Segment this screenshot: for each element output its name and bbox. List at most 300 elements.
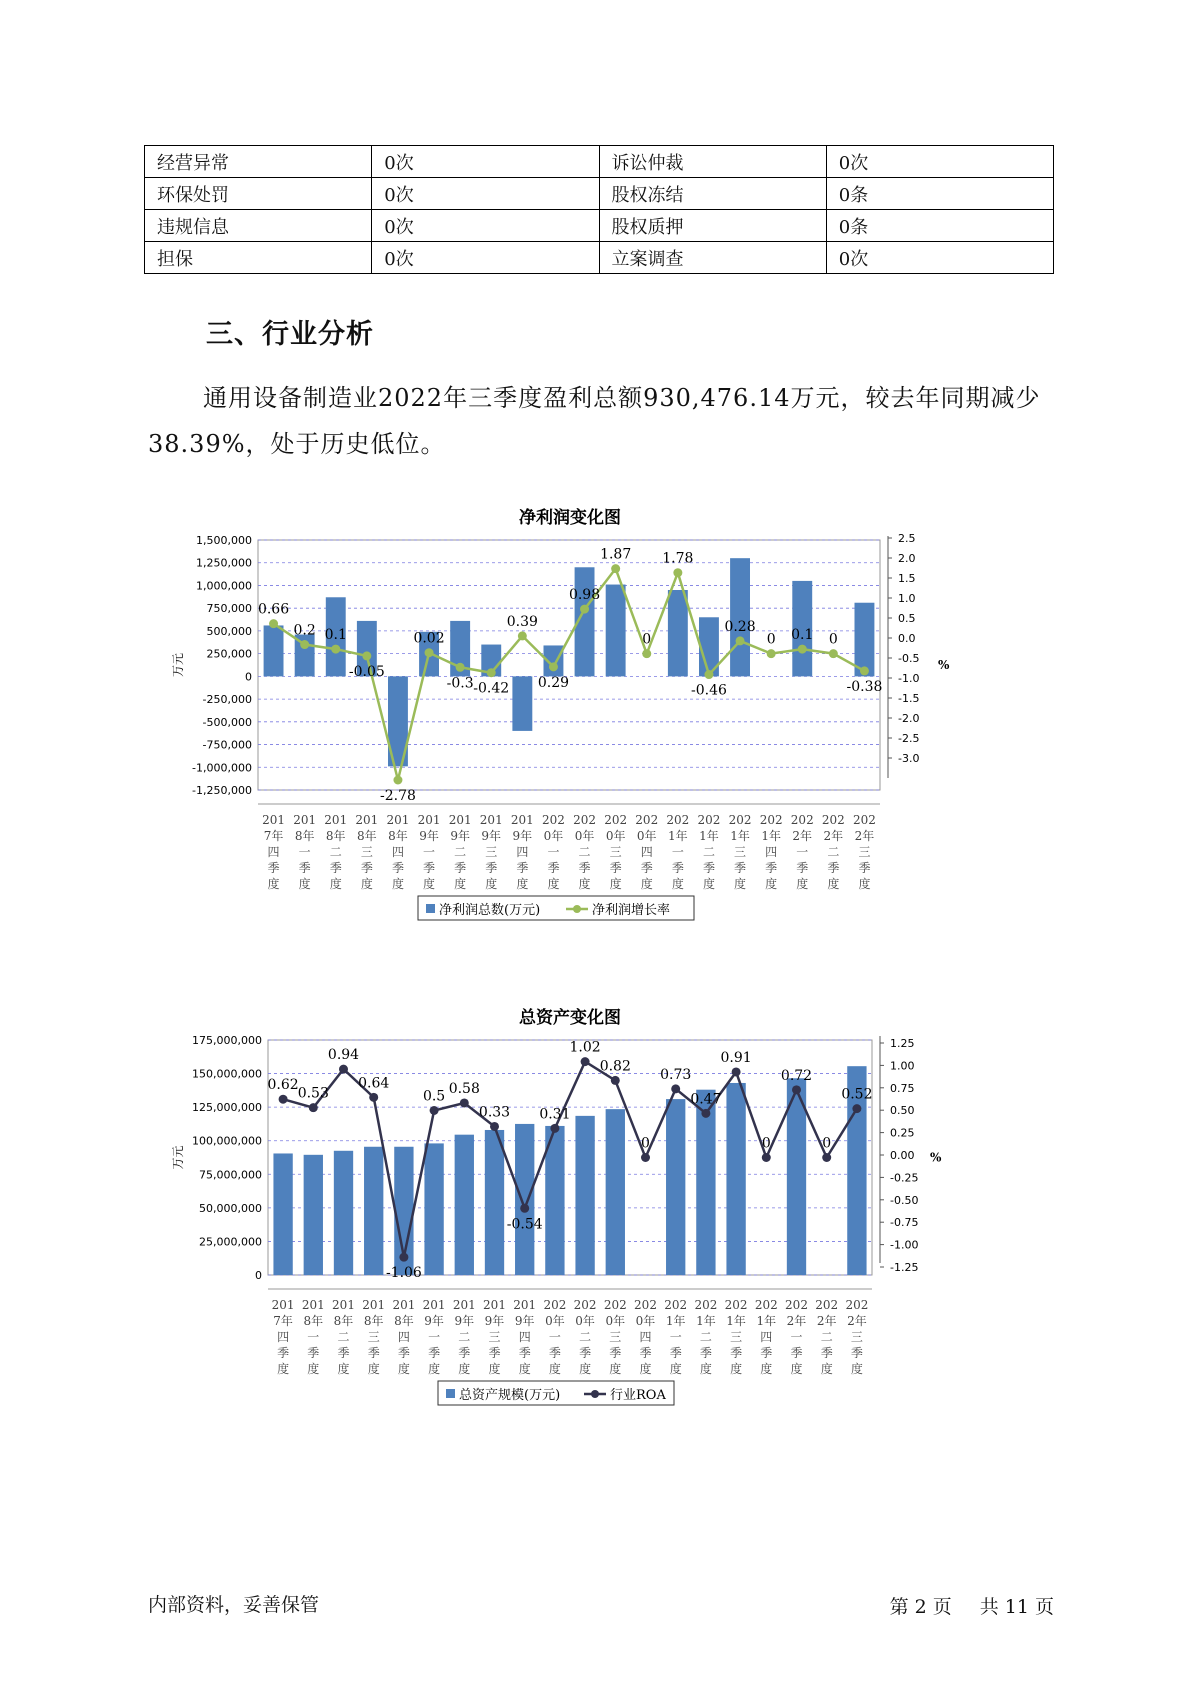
x-tick-label: 度 <box>579 1362 592 1376</box>
x-tick-label: 度 <box>458 1362 471 1376</box>
data-label: -1.06 <box>385 1265 422 1282</box>
page-unit: 页 <box>932 1596 952 1618</box>
x-tick-label: 度 <box>702 877 715 891</box>
x-tick-label: 度 <box>488 1362 501 1376</box>
x-tick-label: 季 <box>702 861 715 875</box>
data-label: 1.78 <box>662 550 694 567</box>
x-tick-label: 7年 <box>263 829 284 843</box>
y-tick-label: -750,000 <box>202 738 252 752</box>
legend-line-label: 行业ROA <box>610 1388 666 1403</box>
risk-item-label: 股权冻结 <box>599 178 826 210</box>
data-label: 0 <box>642 631 652 648</box>
x-tick-label: 202 <box>603 1298 627 1312</box>
line-point <box>580 605 589 614</box>
x-tick-label: 度 <box>518 1362 531 1376</box>
x-tick-label: 一 <box>669 1330 682 1344</box>
x-tick-label: 季 <box>337 1346 350 1360</box>
x-tick-label: 度 <box>734 877 747 891</box>
x-tick-label: 201 <box>262 813 286 827</box>
x-tick-label: 一 <box>428 1330 441 1344</box>
x-tick-label: 202 <box>634 1298 657 1312</box>
line-point <box>369 1093 378 1102</box>
line-point <box>736 636 745 645</box>
y2-tick-label: 1.0 <box>898 592 916 605</box>
x-tick-label: 季 <box>277 1346 290 1360</box>
data-label: 0.29 <box>537 674 570 691</box>
x-tick-label: 三 <box>858 845 871 859</box>
industry-summary-paragraph: 通用设备制造业2022年三季度盈利总额930,476.14万元，较去年同期减少38.39%，处于历史低位。 <box>148 384 1041 458</box>
x-tick-label: 二 <box>827 845 840 859</box>
y-tick-label: 125,000,000 <box>192 1101 262 1115</box>
bar <box>854 603 874 677</box>
x-tick-label: 202 <box>845 1298 869 1312</box>
x-tick-label: 201 <box>324 813 348 827</box>
legend-line-marker <box>591 1390 599 1398</box>
line-point <box>300 640 309 649</box>
line-point <box>456 663 465 672</box>
risk-item-value: 0次 <box>372 242 599 274</box>
data-label: 0 <box>822 1135 832 1152</box>
y2-tick-label: 0.00 <box>890 1149 915 1162</box>
data-label: 0.64 <box>358 1075 390 1092</box>
data-label: 0.72 <box>780 1067 813 1084</box>
x-tick-label: 202 <box>697 813 721 827</box>
x-tick-label: 季 <box>765 861 778 875</box>
data-label: -0.54 <box>506 1216 543 1233</box>
x-tick-label: 季 <box>547 861 560 875</box>
x-tick-label: 三 <box>360 845 373 859</box>
line-point <box>581 1057 590 1066</box>
x-tick-label: 季 <box>307 1346 320 1360</box>
footer-page-number <box>884 1592 1054 1619</box>
data-label: 0 <box>761 1135 771 1152</box>
x-tick-label: 201 <box>271 1298 295 1312</box>
y-tick-label: 100,000,000 <box>192 1134 262 1148</box>
x-tick-label: 季 <box>579 1346 592 1360</box>
y-tick-label: 0 <box>255 1269 262 1282</box>
x-tick-label: 2年 <box>792 829 813 843</box>
x-tick-label: 四 <box>518 1330 531 1344</box>
data-label: 0.98 <box>568 587 601 604</box>
y-tick-label: 175,000,000 <box>192 1034 262 1047</box>
risk-item-label: 环保处罚 <box>145 178 372 210</box>
legend-bar-swatch <box>426 904 435 913</box>
y2-tick-label: -0.5 <box>898 652 920 665</box>
risk-info-table <box>144 145 1054 274</box>
x-tick-label: 季 <box>397 1346 410 1360</box>
y2-tick-label: -1.00 <box>890 1238 919 1252</box>
y-tick-label: 1,000,000 <box>196 579 252 593</box>
x-tick-label: 度 <box>796 877 809 891</box>
line-point <box>767 649 776 658</box>
x-tick-label: 三 <box>488 1330 501 1344</box>
data-label: 0.66 <box>257 601 290 618</box>
x-tick-label: 季 <box>516 861 529 875</box>
x-tick-label: 度 <box>454 877 467 891</box>
x-tick-label: 二 <box>702 845 715 859</box>
x-tick-label: 9年 <box>512 829 533 843</box>
line-point <box>701 1109 710 1118</box>
line-point <box>399 1253 408 1262</box>
x-tick-label: 度 <box>639 1362 652 1376</box>
line-point <box>490 1122 499 1131</box>
x-tick-label: 8年 <box>394 1314 414 1328</box>
x-tick-label: 202 <box>541 813 565 827</box>
x-tick-label: 202 <box>666 813 690 827</box>
bar <box>334 1151 353 1275</box>
x-tick-label: 0年 <box>605 829 626 843</box>
x-tick-label: 三 <box>609 1330 622 1344</box>
x-tick-label: 季 <box>298 861 311 875</box>
x-tick-label: 季 <box>488 1346 501 1360</box>
x-tick-label: 四 <box>267 845 280 859</box>
x-tick-label: 一 <box>423 845 436 859</box>
x-tick-label: 0年 <box>605 1314 626 1328</box>
x-tick-label: 201 <box>362 1298 386 1312</box>
x-tick-label: 季 <box>858 861 871 875</box>
risk-item-label: 股权质押 <box>599 210 826 242</box>
y2-tick-label: -0.25 <box>890 1171 919 1185</box>
footer-confidential-note: 内部资料，妥善保管 <box>148 1594 320 1616</box>
chart-title: 净利润变化图 <box>519 508 621 528</box>
bar <box>730 558 750 676</box>
x-tick-label: 9年 <box>514 1314 535 1328</box>
line-point <box>487 668 496 677</box>
x-tick-label: 0年 <box>636 829 657 843</box>
x-tick-label: 三 <box>850 1330 863 1344</box>
x-tick-label: 201 <box>392 1298 416 1312</box>
x-tick-label: 9年 <box>481 829 502 843</box>
x-tick-label: 四 <box>765 845 778 859</box>
x-tick-label: 8年 <box>294 829 315 843</box>
line-point <box>822 1153 831 1162</box>
bar <box>515 1124 534 1275</box>
chart-title: 总资产变化图 <box>519 1008 621 1028</box>
x-tick-label: 9年 <box>419 829 439 843</box>
x-tick-label: 2年 <box>786 1314 807 1328</box>
line-point <box>860 666 869 675</box>
line-point <box>460 1098 469 1107</box>
y-tick-label: 750,000 <box>206 602 252 616</box>
x-tick-label: 季 <box>671 861 684 875</box>
data-label: 0.39 <box>506 613 538 630</box>
x-tick-label: 度 <box>367 1362 380 1376</box>
y-axis-label: 万元 <box>171 652 185 678</box>
line-point <box>852 1104 861 1113</box>
x-tick-label: 度 <box>609 877 622 891</box>
y2-tick-label: 2.5 <box>898 532 916 545</box>
risk-item-value: 0次 <box>372 178 599 210</box>
x-tick-label: 度 <box>485 877 498 891</box>
data-label: 0 <box>766 631 776 648</box>
x-tick-label: 202 <box>694 1298 718 1312</box>
line-point <box>798 645 807 654</box>
x-tick-label: 度 <box>307 1362 320 1376</box>
x-tick-label: 2年 <box>816 1314 837 1328</box>
x-tick-label: 一 <box>548 1330 561 1344</box>
x-tick-label: 度 <box>820 1362 833 1376</box>
bar <box>668 590 688 676</box>
x-tick-label: 三 <box>609 845 622 859</box>
x-tick-label: 度 <box>765 877 778 891</box>
x-tick-label: 度 <box>669 1362 682 1376</box>
data-label: 0 <box>641 1135 650 1152</box>
x-tick-label: 季 <box>548 1346 561 1360</box>
risk-table-row <box>145 146 1054 178</box>
y2-axis-label: % <box>938 658 950 672</box>
x-tick-label: 一 <box>796 845 809 859</box>
y-tick-label: -500,000 <box>202 715 252 729</box>
x-tick-label: 9年 <box>454 1314 475 1328</box>
bar <box>455 1135 474 1275</box>
x-tick-label: 202 <box>664 1298 688 1312</box>
x-tick-label: 202 <box>724 1298 748 1312</box>
x-tick-label: 四 <box>639 1330 652 1344</box>
y2-tick-label: -1.5 <box>898 692 920 705</box>
x-tick-label: 1年 <box>699 829 719 843</box>
line-point <box>520 1204 529 1213</box>
x-tick-label: 季 <box>790 1346 803 1360</box>
x-tick-label: 1年 <box>726 1314 746 1328</box>
bar <box>575 1116 594 1275</box>
x-tick-label: 202 <box>573 813 597 827</box>
risk-item-value: 0次 <box>826 242 1053 274</box>
line-point <box>704 670 713 679</box>
x-tick-label: 2年 <box>847 1314 867 1328</box>
y2-tick-label: 0.0 <box>898 632 916 645</box>
x-tick-label: 202 <box>790 813 814 827</box>
data-label: -0.42 <box>473 680 510 697</box>
line-point <box>339 1065 348 1074</box>
x-tick-label: 度 <box>360 877 373 891</box>
y-tick-label: -1,000,000 <box>192 761 252 775</box>
y2-tick-label: 0.75 <box>890 1081 915 1095</box>
x-tick-label: 一 <box>298 845 311 859</box>
line-point <box>549 662 558 671</box>
net-profit-chart <box>170 495 970 950</box>
bar <box>364 1147 383 1275</box>
x-tick-label: 二 <box>820 1330 833 1344</box>
x-tick-label: 201 <box>422 1298 446 1312</box>
y-tick-label: 75,000,000 <box>199 1168 262 1182</box>
x-tick-label: 一 <box>307 1330 320 1344</box>
x-tick-label: 1年 <box>665 1314 686 1328</box>
x-tick-label: 度 <box>790 1362 803 1376</box>
x-tick-label: 202 <box>635 813 659 827</box>
x-tick-label: 一 <box>547 845 560 859</box>
x-tick-label: 四 <box>640 845 653 859</box>
x-tick-label: 二 <box>329 845 342 859</box>
x-tick-label: 0年 <box>545 1314 565 1328</box>
bar <box>424 1143 443 1275</box>
x-tick-label: 四 <box>760 1330 773 1344</box>
x-tick-label: 度 <box>578 877 591 891</box>
x-tick-label: 度 <box>858 877 871 891</box>
y-tick-label: 150,000,000 <box>192 1067 262 1081</box>
x-tick-label: 度 <box>671 877 684 891</box>
y-tick-label: 250,000 <box>206 647 252 661</box>
bar <box>264 625 284 676</box>
y2-tick-label: -1.25 <box>890 1261 919 1274</box>
x-tick-label: 三 <box>485 845 498 859</box>
x-tick-label: 2年 <box>823 829 844 843</box>
x-tick-label: 季 <box>699 1346 712 1360</box>
line-point <box>732 1067 741 1076</box>
y-tick-label: 1,250,000 <box>196 556 252 570</box>
x-tick-label: 度 <box>298 877 311 891</box>
risk-table-row <box>145 178 1054 210</box>
x-tick-label: 季 <box>423 861 436 875</box>
x-tick-label: 1年 <box>730 829 750 843</box>
x-tick-label: 202 <box>815 1298 839 1312</box>
page-prefix: 第 <box>889 1596 909 1618</box>
line-point <box>762 1153 771 1162</box>
line-point <box>309 1103 318 1112</box>
risk-item-label: 担保 <box>145 242 372 274</box>
line-point <box>642 649 651 658</box>
data-label: -0.05 <box>348 663 385 680</box>
x-tick-label: 202 <box>785 1298 808 1312</box>
y-tick-label: -1,250,000 <box>192 784 252 797</box>
risk-item-value: 0次 <box>372 146 599 178</box>
risk-item-value: 0次 <box>372 210 599 242</box>
risk-item-label: 立案调查 <box>599 242 826 274</box>
y2-tick-label: 2.0 <box>898 552 916 565</box>
data-label: -0.46 <box>690 682 727 699</box>
x-tick-label: 度 <box>609 1362 622 1376</box>
data-label: 0.52 <box>841 1086 873 1103</box>
x-tick-label: 度 <box>640 877 653 891</box>
data-label: 0.31 <box>539 1106 571 1123</box>
x-tick-label: 202 <box>543 1298 567 1312</box>
line-point <box>331 645 340 654</box>
x-tick-label: 2年 <box>854 829 875 843</box>
x-tick-label: 季 <box>730 1346 743 1360</box>
bar <box>485 1130 504 1275</box>
y2-tick-label: -1.0 <box>898 672 920 685</box>
x-tick-label: 8年 <box>357 829 377 843</box>
x-tick-label: 二 <box>578 845 591 859</box>
line-point <box>269 619 278 628</box>
line-point <box>673 568 682 577</box>
risk-item-label: 违规信息 <box>145 210 372 242</box>
x-tick-label: 季 <box>820 1346 833 1360</box>
risk-table-row <box>145 210 1054 242</box>
data-label: 0.33 <box>478 1104 511 1121</box>
page-num: 2 <box>914 1596 927 1618</box>
x-tick-label: 二 <box>454 845 467 859</box>
x-tick-label: 9年 <box>450 829 470 843</box>
line-point <box>671 1084 680 1093</box>
y2-tick-label: 1.25 <box>890 1037 915 1050</box>
bar <box>606 1109 625 1275</box>
x-tick-label: 0年 <box>635 1314 656 1328</box>
x-tick-label: 季 <box>609 861 622 875</box>
x-tick-label: 度 <box>827 877 840 891</box>
legend-bar-label: 总资产规模(万元) <box>459 1388 561 1403</box>
x-tick-label: 季 <box>796 861 809 875</box>
x-tick-label: 度 <box>391 877 404 891</box>
x-tick-label: 201 <box>386 813 410 827</box>
legend-line-label: 净利润增长率 <box>592 903 671 918</box>
y2-tick-label: -3.0 <box>898 752 920 765</box>
x-tick-label: 1年 <box>696 1314 716 1328</box>
line-point <box>611 564 620 573</box>
x-tick-label: 201 <box>479 813 503 827</box>
x-tick-label: 0年 <box>574 829 595 843</box>
data-label: 0.5 <box>422 1088 446 1105</box>
x-tick-label: 9年 <box>484 1314 505 1328</box>
total-num: 11 <box>1004 1596 1029 1618</box>
x-tick-label: 三 <box>734 845 747 859</box>
x-tick-label: 201 <box>301 1298 325 1312</box>
risk-item-value: 0条 <box>826 210 1053 242</box>
data-label: 0.1 <box>324 627 347 644</box>
y2-tick-label: -0.75 <box>890 1216 919 1230</box>
x-tick-label: 一 <box>671 845 684 859</box>
x-tick-label: 201 <box>513 1298 537 1312</box>
y-tick-label: 500,000 <box>206 624 252 638</box>
data-label: 0 <box>828 631 838 648</box>
x-tick-label: 季 <box>578 861 591 875</box>
bar <box>304 1155 323 1275</box>
x-tick-label: 201 <box>332 1298 355 1312</box>
y-tick-label: 1,500,000 <box>196 534 252 547</box>
x-tick-label: 202 <box>852 813 876 827</box>
legend-bar-label: 净利润总数(万元) <box>439 903 541 918</box>
bar <box>512 676 532 731</box>
y-tick-label: 0 <box>245 670 252 684</box>
x-tick-label: 三 <box>367 1330 380 1344</box>
x-tick-label: 度 <box>730 1362 743 1376</box>
line-point <box>425 648 434 657</box>
x-tick-label: 度 <box>548 1362 561 1376</box>
x-tick-label: 201 <box>452 1298 476 1312</box>
x-tick-label: 季 <box>360 861 373 875</box>
data-label: 0.02 <box>413 630 445 647</box>
y2-tick-label: 1.5 <box>898 572 916 585</box>
bar <box>726 1083 745 1275</box>
x-tick-label: 二 <box>337 1330 350 1344</box>
y-tick-label: 50,000,000 <box>199 1201 262 1215</box>
x-tick-label: 度 <box>329 877 342 891</box>
x-tick-label: 度 <box>516 877 529 891</box>
data-label: -2.78 <box>379 788 416 804</box>
line-point <box>279 1095 288 1104</box>
y2-tick-label: 0.50 <box>890 1104 915 1118</box>
x-tick-label: 7年 <box>273 1314 293 1328</box>
data-label: 0.62 <box>267 1077 299 1094</box>
x-tick-label: 季 <box>639 1346 652 1360</box>
x-tick-label: 季 <box>267 861 280 875</box>
line-point <box>393 776 402 785</box>
x-tick-label: 201 <box>417 813 441 827</box>
x-tick-label: 季 <box>428 1346 441 1360</box>
x-tick-label: 季 <box>827 861 840 875</box>
x-tick-label: 202 <box>821 813 845 827</box>
x-tick-label: 8年 <box>388 829 408 843</box>
line-point <box>611 1076 620 1085</box>
legend-bar-swatch <box>446 1389 455 1398</box>
y2-axis-label: % <box>930 1150 942 1165</box>
x-tick-label: 季 <box>454 861 467 875</box>
line-point <box>792 1085 801 1094</box>
risk-item-label: 经营异常 <box>145 146 372 178</box>
risk-item-value: 0次 <box>826 146 1053 178</box>
y2-tick-label: -2.0 <box>898 712 920 725</box>
bar <box>273 1153 292 1275</box>
data-label: 0.1 <box>791 627 814 644</box>
